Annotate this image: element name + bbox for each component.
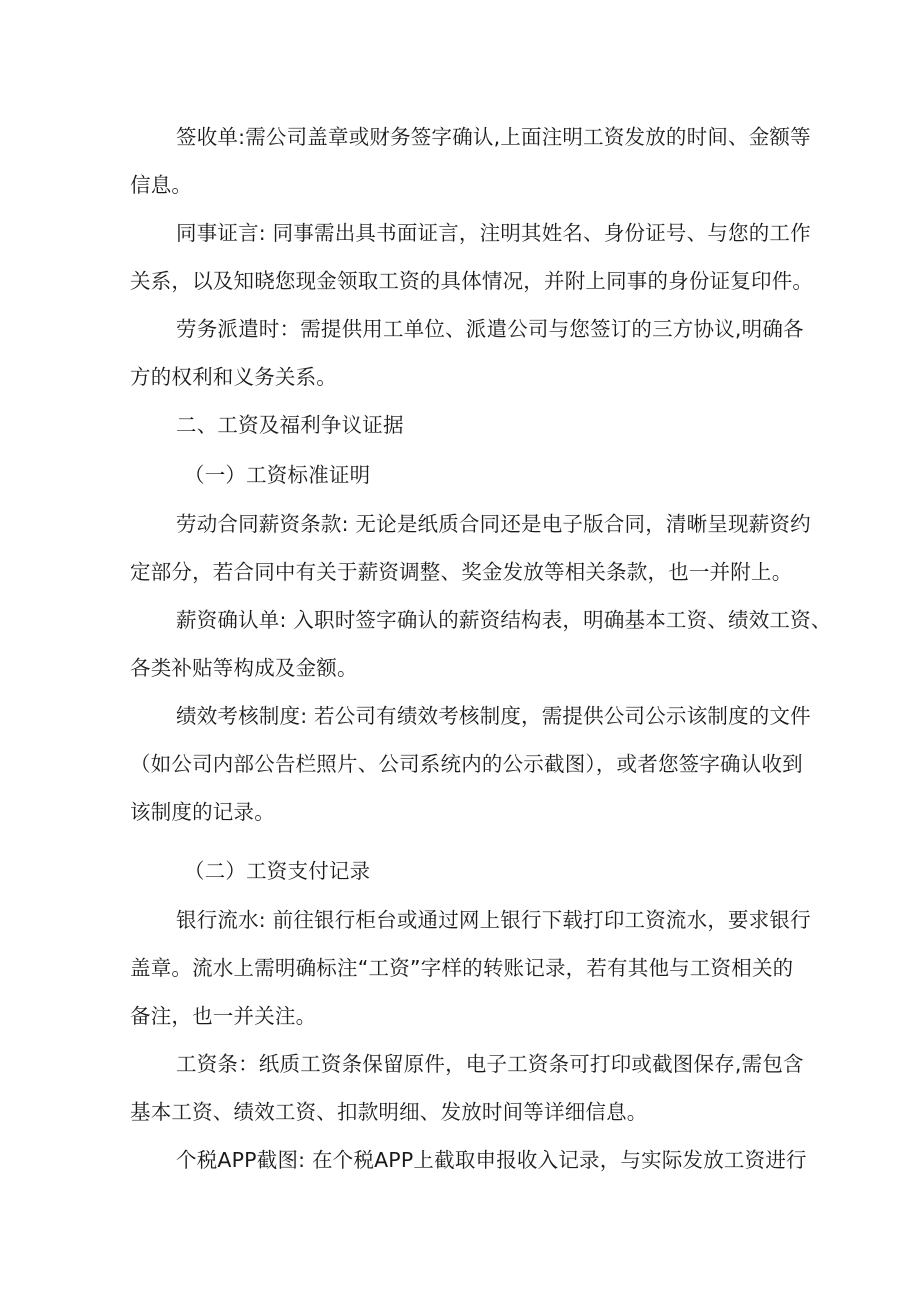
paragraph-contract-line-1: 劳动合同薪资条款: 无论是纸质合同还是电子版合同，清晰呈现薪资约	[176, 512, 811, 536]
paragraph-bank-line-1: 银行流水: 前往银行柜台或通过网上银行下载打印工资流水，要求银行	[176, 908, 811, 932]
paragraph-payslip-line-1: 工资条：纸质工资条保留原件，电子工资条可打印或截图保存,需包含	[176, 1052, 804, 1076]
subsection-heading-2: （二）工资支付记录	[184, 859, 371, 883]
paragraph-receipt-line-1: 签收单:需公司盖章或财务签字确认,上面注明工资发放的时间、金额等	[176, 125, 811, 149]
paragraph-performance-line-1: 绩效考核制度: 若公司有绩效考核制度，需提供公司公示该制度的文件	[176, 704, 811, 728]
paragraph-dispatch-line-1: 劳务派遣时：需提供用工单位、派遣公司与您签订的三方协议,明确各	[176, 317, 804, 341]
paragraph-receipt-line-2: 信息。	[130, 173, 193, 197]
paragraph-performance-line-3: 该制度的记录。	[130, 800, 275, 824]
paragraph-colleague-line-1: 同事证言: 同事需出具书面证言，注明其姓名、身份证号、与您的工作	[176, 221, 811, 245]
subsection-heading-1: （一）工资标准证明	[184, 463, 371, 487]
paragraph-colleague-line-2: 关系，以及知晓您现金领取工资的具体情况，并附上同事的身份证复印件。	[130, 269, 814, 293]
paragraph-tax-app-line-1: 个税APP截图: 在个税APP上截取申报收入记录，与实际发放工资进行	[176, 1148, 807, 1172]
paragraph-contract-line-2: 定部分，若合同中有关于薪资调整、奖金发放等相关条款，也一并附上。	[130, 560, 793, 584]
paragraph-salary-confirm-line-2: 各类补贴等构成及金额。	[130, 656, 358, 680]
paragraph-performance-line-2: （如公司内部公告栏照片、公司系统内的公示截图），或者您签字确认收到	[130, 752, 803, 776]
paragraph-payslip-line-2: 基本工资、绩效工资、扣款明细、发放时间等详细信息。	[130, 1100, 648, 1124]
paragraph-bank-line-3: 备注，也一并关注。	[130, 1004, 317, 1028]
paragraph-salary-confirm-line-1: 薪资确认单: 入职时签字确认的薪资结构表，明确基本工资、绩效工资、	[176, 608, 832, 632]
paragraph-dispatch-line-2: 方的权利和义务关系。	[130, 365, 337, 389]
section-heading-2: 二、工资及福利争议证据	[176, 413, 404, 437]
paragraph-bank-line-2: 盖章。流水上需明确标注“工资”字样的转账记录，若有其他与工资相关的	[130, 956, 794, 980]
